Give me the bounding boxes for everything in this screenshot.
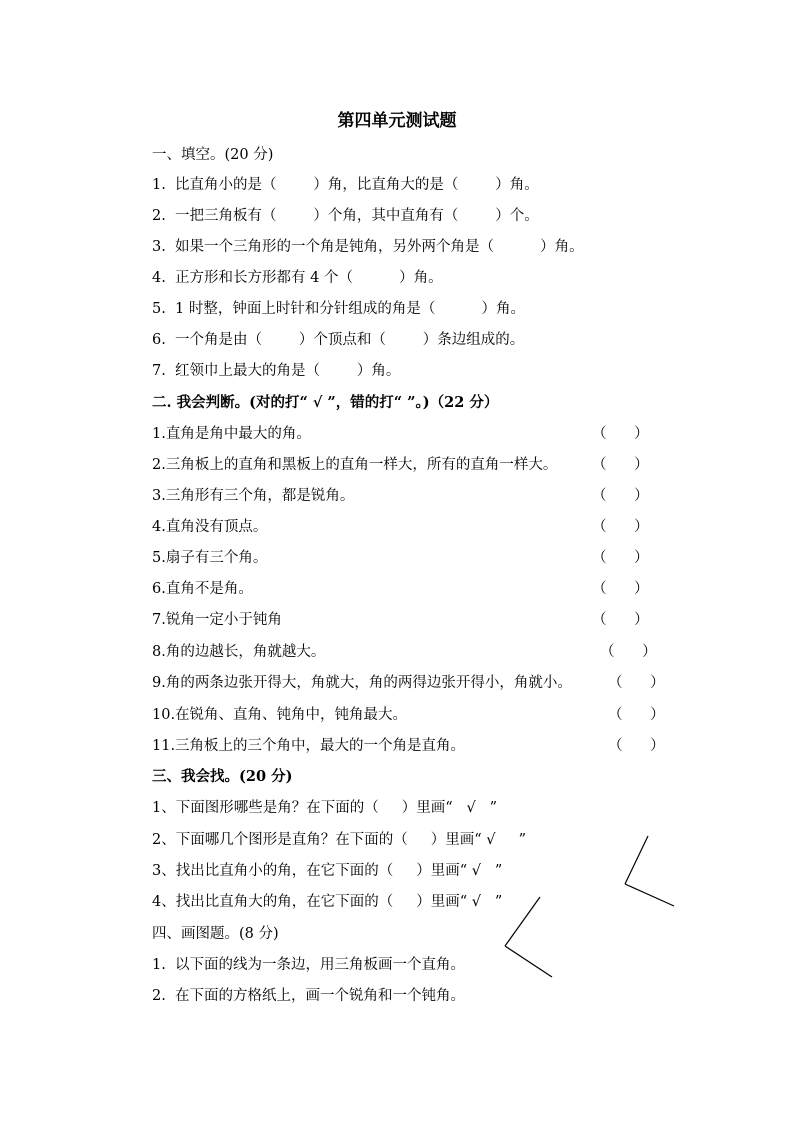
draw-item-1: 1. 以下面的线为一条边，用三角板画一个直角。	[152, 957, 466, 973]
answer-parenthesis[interactable]: （ ）	[592, 519, 649, 535]
fill-blank-item-7: 7. 红领巾上最大的角是（ ）角。	[152, 363, 401, 379]
find-item-2: 2、下面哪几个图形是直角？在下面的（ ）里画“ √ ”	[152, 832, 526, 848]
answer-parenthesis[interactable]: （ ）	[592, 457, 649, 473]
find-item-3: 3、找出比直角小的角，在它下面的（ ）里画“ √ ”	[152, 863, 503, 879]
answer-parenthesis[interactable]: （ ）	[592, 550, 649, 566]
fill-blank-item-2: 2. 一把三角板有（ ）个角，其中直角有（ ）个。	[152, 208, 539, 224]
page-title: 第四单元测试题	[337, 111, 457, 131]
answer-parenthesis[interactable]: （ ）	[592, 581, 649, 597]
answer-parenthesis[interactable]: （ ）	[608, 738, 665, 754]
judge-item-8: 8.角的边越长，角就越大。	[152, 644, 326, 660]
judge-item-1: 1.直角是角中最大的角。	[152, 426, 311, 442]
answer-parenthesis[interactable]: （ ）	[608, 707, 665, 723]
fill-blank-item-3: 3. 如果一个三角形的一个角是钝角，另外两个角是（ ）角。	[152, 239, 584, 255]
obtuse-angle-figure	[625, 836, 674, 906]
acute-angle-figure	[505, 897, 552, 977]
answer-parenthesis[interactable]: （ ）	[592, 426, 649, 442]
judge-item-10: 10.在锐角、直角、钝角中，钝角最大。	[152, 707, 408, 723]
judge-item-5: 5.扇子有三个角。	[152, 550, 268, 566]
draw-item-2: 2. 在下面的方格纸上，画一个锐角和一个钝角。	[152, 988, 466, 1004]
judge-item-4: 4.直角没有顶点。	[152, 519, 268, 535]
section3-heading: 三、我会找。(20 分)	[152, 768, 293, 785]
judge-item-7: 7.锐角一定小于钝角	[152, 612, 282, 628]
judge-item-11: 11.三角板上的三个角中，最大的一个角是直角。	[152, 738, 466, 754]
judge-item-2: 2.三角板上的直角和黑板上的直角一样大，所有的直角一样大。	[152, 457, 558, 473]
answer-parenthesis[interactable]: （ ）	[600, 644, 657, 660]
fill-blank-item-6: 6. 一个角是由（ ）个顶点和（ ）条边组成的。	[152, 332, 525, 348]
fill-blank-item-4: 4. 正方形和长方形都有 4 个（ ）角。	[152, 270, 443, 286]
judge-item-6: 6.直角不是角。	[152, 581, 253, 597]
find-item-1: 1、下面图形哪些是角？在下面的（ ）里画“ √ ”	[152, 800, 497, 816]
fill-blank-item-1: 1. 比直角小的是（ ）角，比直角大的是（ ）角。	[152, 177, 539, 193]
answer-parenthesis[interactable]: （ ）	[592, 488, 649, 504]
find-item-4: 4、找出比直角大的角，在它下面的（ ）里画“ √ ”	[152, 894, 503, 910]
section1-heading: 一、填空。(20 分)	[152, 147, 274, 163]
section2-heading: 二. 我会判断。(对的打“ √ ”，错的打“ ”。)（22 分）	[152, 394, 499, 411]
judge-item-9: 9.角的两条边张开得大，角就大，角的两得边张开得小，角就小。	[152, 675, 572, 691]
fill-blank-item-5: 5. 1 时整，钟面上时针和分针组成的角是（ ）角。	[152, 301, 525, 317]
answer-parenthesis[interactable]: （ ）	[608, 675, 665, 691]
answer-parenthesis[interactable]: （ ）	[592, 612, 649, 628]
section4-heading: 四、画图题。(8 分)	[152, 926, 279, 942]
judge-item-3: 3.三角形有三个角，都是锐角。	[152, 488, 355, 504]
